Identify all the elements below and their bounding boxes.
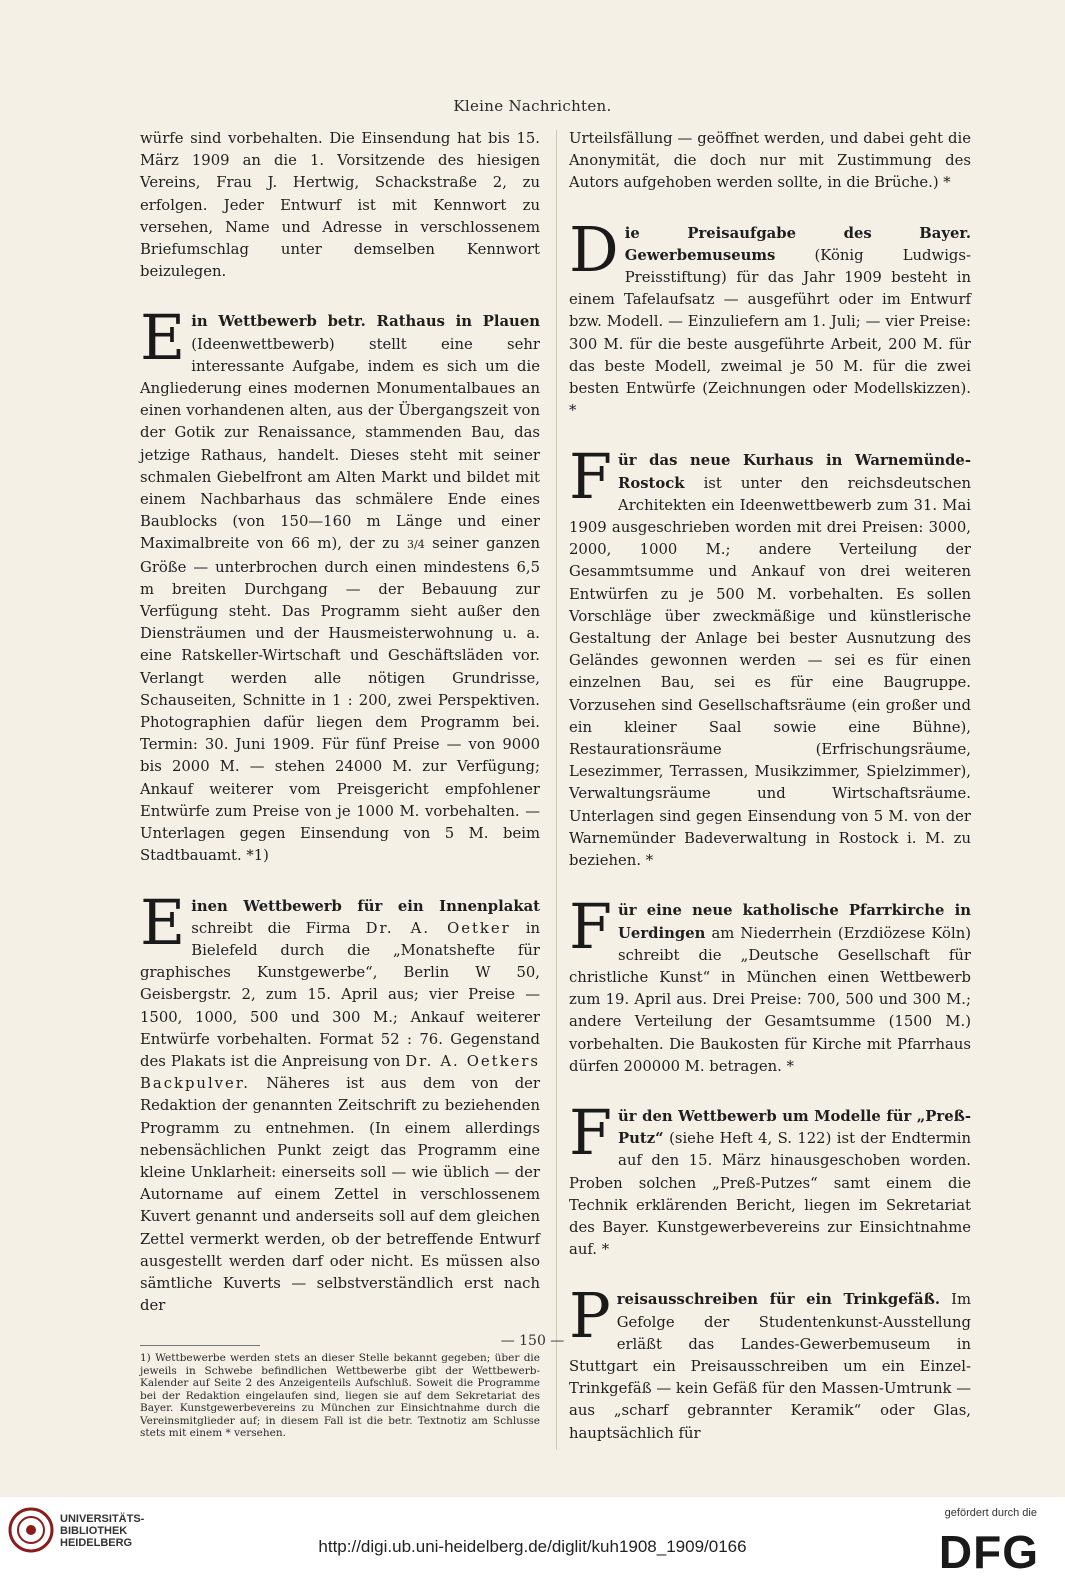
article-text: (König Ludwigs-Preisstiftung) für das Jahr 1909 besteht in einem Tafelaufsatz — ausgeführt oder im Entwurf bzw. Modell. — Einzuliefern am 1. Juli; — vier Preise: 300 M. für die beste ausgeführte Arbeit, 200 M. für das beste Modell, zweimal je 50 M. für die zwei besten Entwürfe (Zeichnungen oder Modellskizzen). * [569,246,971,420]
article-pfarrkirche [569,890,971,1078]
article-text: seiner ganzen Größe — unterbrochen durch einen mindestens 6,5 m breiten Durchgang — der Bebauung zur Verfügung steht. Das Programm sieht außer den Diensträumen und der Hausmeisterwohnung u. a. eine Ratskeller-Wirtschaft und Geschäftsläden vor. Verlangt werden alle nötigen Grundrisse, Schauseiten, Schnitte in 1 : 200, zwei Perspektiven. Photographien dafür liegen dem Programm bei. Termin: 30. Juni 1909. Für fünf Preise — von 9000 bis 2000 M. — stehen 24000 M. zur Verfügung; Ankauf weiterer vom Preisgericht empfohlener Entwürfe zum Preise von je 1000 M. vorbehalten. — Unterlagen gegen Einsendung von 5 M. beim Stadtbauamt. *1) [140,535,540,865]
article-trinkgefaess [569,1279,971,1444]
drop-cap: P [569,1279,611,1353]
article-gewerbemuseum [569,212,971,423]
article-text: schreibt die Firma [191,919,366,937]
drop-cap: E [140,301,186,375]
article-text: ist unter den reichsdeutschen Architekten ein Ideenwettbewerb zum 31. Mai 1909 ausgeschrieben worden mit drei Preisen: 3000, 2000, 1000 M.; andere Verteilung der Gesammtsumme und Ankauf von drei weiteren Entwürfen zu je 500 M. vorbehalten. Es sollen Vorschläge über zweckmäßige und künstlerische Gestaltung der Anlage bei bester Ausnutzung des Geländes gewonnen werden — sei es für einen einzelnen Bau, sei es für eine Baugruppe. Vorzusehen sind Gesellschaftsräume (ein großer und ein kleiner Saal sowie eine Bühne), Restaurationsräume (Erfrischungsräume, Lesezimmer, Terrassen, Musikzimmer, Spielzimmer), Verwaltungsräume und Wirtschaftsräume. Unterlagen sind gegen Einsendung von 5 M. von der Warnemünder Badeverwaltung in Rostock i. M. zu beziehen. * [569,474,971,870]
product-name: Dr. A. Oetkers Backpulver. [140,1052,540,1093]
firm-name: Dr. A. Oetker [365,919,511,937]
article-continuation [569,128,971,195]
article-innenplakat [140,885,541,1318]
article-text: Urteilsfällung — geöffnet werden, und dabei geht die Anonymität, die doch nur mit Zustimmung des Autors aufgehoben werden sollte, in die Brüche.) * [569,130,971,192]
article-heading: ür das neue Kurhaus in Warnemünde-Rostock [618,452,971,492]
drop-cap: E [140,885,186,959]
article-text: Im Gefolge der Studentenkunst-Ausstellung erläßt das Landes-Gewerbemuseum in Stuttgart ein Preisausschreiben um ein Einzel-Trinkgefäß — kein Gefäß für den Massen-Umtrunk — aus „scharf gebrannter Keramik“ oder Glas, hauptsächlich für [569,1291,971,1442]
funder-label: gefördert durch die [944,1507,1037,1519]
digitization-footer [0,1497,1065,1582]
article-kurhaus [569,440,971,872]
article-heading: inen Wettbewerb für ein Innenplakat [191,897,540,915]
drop-cap: F [569,1095,613,1169]
column-divider [556,130,557,1450]
article-plauen [140,301,540,867]
drop-cap: F [569,440,613,514]
article-heading: ür eine neue katholische Pfarrkirche in Uerdingen [618,902,971,942]
article-text: (siehe Heft 4, S. 122) ist der Endtermin auf den 15. März hinausgeschoben worden. Proben solchen „Preß-Putzes“ samt einem die Technik erklärenden Bericht, liegen im Sekretariat des Bayer. Kunstgewerbevereins zur Einsichtnahme auf. * [569,1130,971,1259]
fraction: 3/4 [406,538,425,552]
footnote: 1) Wettbewerbe werden stets an dieser Stelle bekannt gegeben; über die jeweils in Schwebe befindlichen Wettbewerbe gibt der Wettbewerb-Kalender auf Seite 2 des Anzeigenteils Aufschluß. Soweit die Programme bei der Redaktion eingelaufen sind, liegen sie auf dem Sekretariat des Bayer. Kunstgewerbevereins zu München zur Einsichtnahme durch die Vereinsmitglieder auf; in diesem Fall ist die betr. Textnotiz am Schlusse stets mit einem * versehen. [140,1352,540,1440]
drop-cap: D [569,212,619,286]
page-number: — 150 — [500,1333,565,1349]
article-heading: reisausschreiben für ein Trinkgefäß. [616,1291,940,1309]
running-header: Kleine Nachrichten. [453,97,612,115]
article-continuation [140,128,540,283]
article-text: Näheres ist aus dem von der Redaktion der genannten Zeitschrift zu beziehenden Programm zu entnehmen. (In einem allerdings nebensächlichen Punkt zeigt das Programm eine kleine Unklarheit: einerseits soll — wie üblich — der Autorname auf einem Zettel in verschlossenem Kuvert genannt und anderseits soll auf dem gleichen Zettel vermerkt werden, ob der betreffende Entwurf ausgestellt werden darf oder nicht. Es müssen also sämtliche Kuverts — selbstverständlich erst nach der [140,1075,540,1315]
article-text: würfe sind vorbehalten. Die Einsendung hat bis 15. März 1909 an die 1. Vorsitzende des hiesigen Vereins, Frau J. Hertwig, Schackstraße 2, zu erfolgen. Jeder Entwurf ist mit Kennwort zu versehen, Name und Adresse in verschlossenem Briefumschlag unter demselben Kennwort beizulegen. [140,130,540,281]
article-heading: in Wettbewerb betr. Rathaus in Plauen [191,313,540,331]
article-text: am Niederrhein (Erzdiözese Köln) schreibt die „Deutsche Gesellschaft für christliche Kunst“ in München einen Wettbewerb zum 19. April aus. Drei Preise: 700, 500 und 300 M.; andere Verteilung der Gesamtsumme (1500 M.) vorbehalten. Die Baukosten für Kirche mit Pfarrhaus dürfen 200000 M. betragen. * [569,924,971,1075]
article-text: (Ideenwettbewerb) stellt eine sehr interessante Aufgabe, indem es sich um die Angliederung eines modernen Monumentalbaues an einen vorhandenen alten, aus der Übergangszeit von der Gotik zur Renaissance, stammenden Bau, das jetzige Rathaus, handelt. Dieses steht mit seiner schmalen Giebelfront am Alten Markt und bildet mit einem Nachbarhaus das schmälere Ende eines Baublocks (von 150—160 m Länge und einer Maximalbreite von 66 m), der zu [140,335,540,553]
institution-name: UNIVERSITÄTS- BIBLIOTHEK HEIDELBERG [60,1513,145,1549]
right-column [569,128,971,1473]
left-column [140,128,540,1440]
article-heading: ie Preisaufgabe des Bayer. Gewerbemuseums [624,224,971,264]
permalink[interactable]: http://digi.ub.uni-heidelberg.de/diglit/kuh1908_1909/0166 [318,1537,747,1556]
article-pressputz [569,1095,971,1261]
article-text: in Bielefeld durch die „Monatshefte für graphisches Kunstgewerbe“, Berlin W 50, Geisbergstr. 2, zum 15. April aus; vier Preise — 1500, 1000, 500 und 300 M.; Ankauf weiterer Entwürfe vorbehalten. Format 52 : 76. Gegenstand des Plakats ist die Anpreisung von [140,919,541,1070]
dfg-logo: DFG [938,1526,1039,1578]
drop-cap: F [569,890,613,964]
article-heading: ür den Wettbewerb um Modelle für „Preß-Putz“ [618,1107,971,1148]
